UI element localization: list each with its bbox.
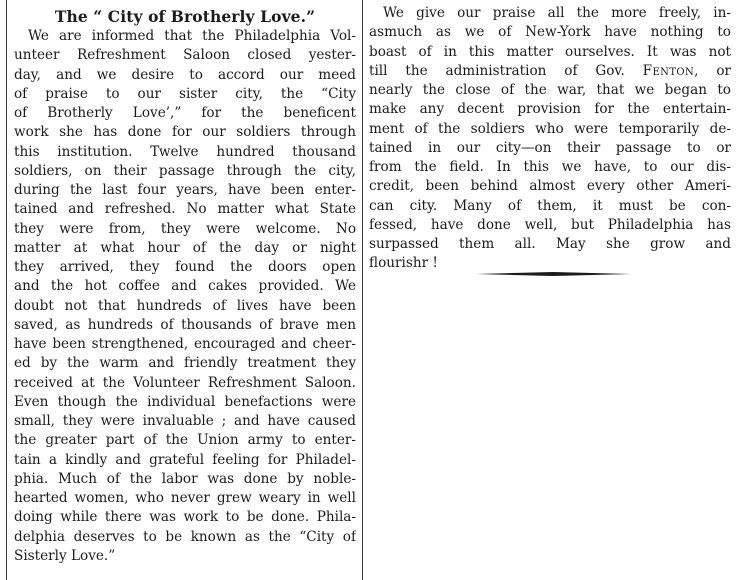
text-line: We give our praise all the more freely, in- (383, 5, 731, 21)
column-rule-left (6, 0, 7, 580)
text-line: during the last four years, have been enter- (14, 182, 356, 198)
text-line: have been strengthened, encouraged and cheer- (14, 336, 356, 352)
text-line: doubt not that hundreds of lives have been (14, 297, 356, 314)
text-line: they arrived, they found the doors open (14, 259, 356, 275)
text-line: fessed, have done well, but Philadelphia has (369, 216, 731, 233)
text-line: delphia deserves to be known as the “City of (14, 528, 356, 545)
text-line: the greater part of the Union army to enter- (14, 432, 356, 449)
text-line: nearly the close of the war, that we began to (369, 82, 731, 98)
right-column (369, 0, 731, 274)
left-column-text (14, 27, 356, 566)
text-line: work she has done for our soldiers through (14, 124, 356, 141)
text-line: credit, been behind almost every other Ameri- (369, 178, 731, 195)
text-line: hearted women, who never grew weary in well (14, 490, 356, 506)
column-rule-middle (362, 0, 363, 580)
text-line: this institution. Twelve hundred thousand (14, 143, 356, 160)
text-fragment: till the administration of Gov. (369, 62, 643, 79)
text-line: asmuch as we of New-York have nothing to (369, 24, 731, 41)
text-line: Even though the individual benefactions were (14, 393, 356, 410)
text-line: ment of the soldiers who were temporarily de- (369, 120, 731, 137)
text-line: phia. Much of the labor was done by noble- (14, 470, 356, 487)
text-line: saved, as hundreds of thousands of brave men (14, 316, 356, 333)
text-line: day, and we desire to accord our meed (14, 66, 356, 83)
text-line: make any decent provision for the entertain- (369, 101, 731, 118)
text-line: can city. Many of them, it must be con- (369, 197, 731, 214)
text-line: of Brotherly Love’,” for the beneficent (14, 105, 356, 121)
text-line: flourishr ! (369, 255, 438, 272)
end-of-article-dash (476, 272, 631, 276)
text-line: tain a kindly and grateful feeling for Philadel- (14, 451, 356, 468)
text-line: of praise to our sister city, the “City (14, 85, 356, 102)
text-line: surpassed them all. May she grow and (369, 236, 731, 252)
text-line: small, they were invaluable ; and have caused (14, 413, 356, 429)
text-line-fenton (369, 62, 731, 81)
text-line: matter at what hour of the day or night (14, 239, 356, 256)
text-line: boast of in this matter ourselves. It was not (369, 43, 731, 60)
right-column-text (369, 4, 731, 274)
text-line: Sisterly Love.” (14, 547, 116, 564)
text-line: tained and refreshed. No matter what State (14, 201, 356, 218)
text-line: tained in our city—on their passage to or (369, 139, 731, 156)
text-line: doing while there was work to be done. Phila- (14, 509, 356, 526)
text-line: received at the Volunteer Refreshment Saloon. (14, 374, 356, 391)
text-line: unteer Refreshment Saloon closed yester- (14, 47, 356, 64)
text-line: ed by the warm and friendly treatment they (14, 355, 356, 372)
text-line: from the field. In this we have, to our dis- (369, 159, 731, 175)
article-title: The “ City of Brotherly Love.” (54, 7, 316, 26)
left-column (14, 0, 356, 566)
text-line: We are informed that the Philadelphia Vol- (28, 28, 356, 44)
text-line: soldiers, on their passage through the city, (14, 162, 356, 179)
text-line: they were from, they were welcome. No (14, 220, 356, 237)
governor-name: Fenton (642, 62, 695, 79)
text-fragment: , or (694, 62, 731, 79)
text-line: and the hot coffee and cakes provided. We (14, 278, 356, 295)
